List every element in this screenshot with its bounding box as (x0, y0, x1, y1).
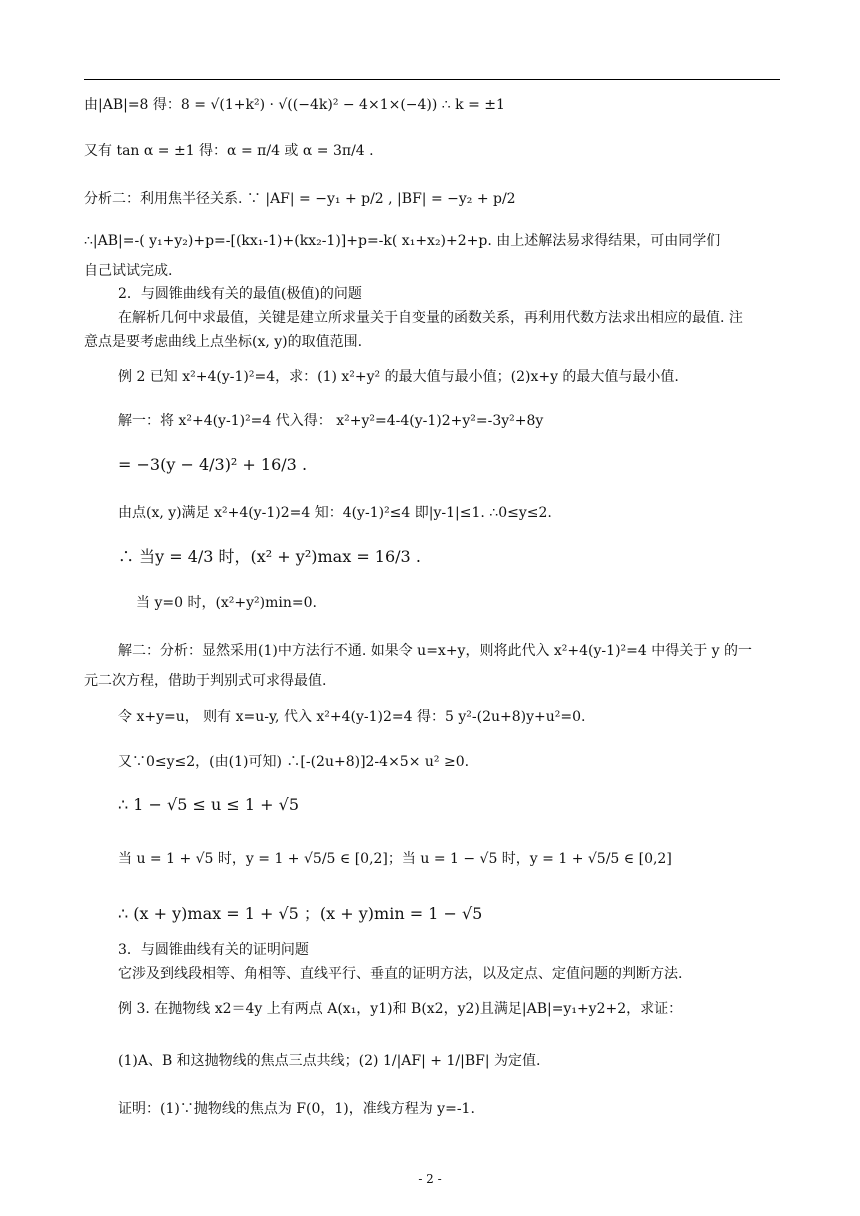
example-2: 例 2 已知 x²+4(y-1)²=4，求：(1) x²+y² 的最大值与最小值；(2)x+y 的最大值与最小值. (118, 369, 679, 385)
text-line-claims: (1)A、B 和这抛物线的焦点三点共线；(2) 1/|AF| + 1/|BF| 为定值. (118, 1053, 541, 1069)
text-line-u-values: 当 u = 1 + √5 时，y = 1 + √5/5 ∈ [0,2]；当 u = 1 − √5 时，y = 1 + √5/5 ∈ [0,2] (118, 851, 672, 867)
text-line-7: 在解析几何中求最值，关键是建立所求量关于自变量的函数关系，再利用代数方法求出相应的最值. 注 (118, 310, 743, 326)
solution-2: 解二：分析：显然采用(1)中方法行不通. 如果令 u=x+y，则将此代入 x²+4(y-1)²=4 中得关于 y 的一 (118, 643, 753, 659)
text-line-5: 自己试试完成. (84, 263, 173, 279)
example-3: 例 3. 在抛物线 x2＝4y 上有两点 A(x₁，y1)和 B(x2，y2)且满足|AB|=y₁+y2+2，求证： (118, 1001, 683, 1017)
text-line-min: 当 y=0 时，(x²+y²)min=0. (136, 595, 317, 611)
proof-start: 证明：(1)∵抛物线的焦点为 F(0，1)，准线方程为 y=-1. (118, 1101, 475, 1117)
equation-max: ∴ 当y = 4/3 时，(x² + y²)max = 16/3 . (118, 547, 421, 566)
solution-1: 解一：将 x²+4(y-1)²=4 代入得： x²+y²=4-4(y-1)2+y²=-3y²+8y (118, 413, 544, 429)
text-line-4: ∴|AB|=-( y₁+y₂)+p=-[(kx₁-1)+(kx₂-1)]+p=-k( x₁+x₂)+2+p. 由上述解法易求得结果，可由同学们 (84, 233, 721, 249)
text-line-1: 由|AB|=8 得：8 = √(1+k²) · √((−4k)² − 4×1×(−4)) ∴ k = ±1 (84, 97, 505, 113)
section-heading-3: 3．与圆锥曲线有关的证明问题 (118, 942, 309, 958)
text-line-8: 意点是要考虑曲线上点坐标(x, y)的取值范围. (84, 334, 363, 350)
text-line-range: 由点(x, y)满足 x²+4(y-1)2=4 知：4(y-1)²≤4 即|y-1|≤1. ∴0≤y≤2. (118, 505, 552, 521)
equation-result: ∴ (x + y)max = 1 + √5 ；(x + y)min = 1 − √5 (118, 904, 483, 923)
section-heading-2: 2．与圆锥曲线有关的最值(极值)的问题 (118, 286, 362, 302)
text-line-3: 分析二：利用焦半径关系. ∵ |AF| = −y₁ + p/2 , |BF| = −y₂ + p/2 (84, 191, 516, 207)
equation-u-range: ∴ 1 − √5 ≤ u ≤ 1 + √5 (118, 795, 299, 814)
header-rule (84, 79, 780, 80)
text-line-2: 又有 tan α = ±1 得：α = π/4 或 α = 3π/4 . (84, 143, 374, 159)
equation-complete-square: = −3(y − 4/3)² + 16/3 . (118, 455, 308, 474)
text-line-substitute: 令 x+y=u， 则有 x=u-y, 代入 x²+4(y-1)2=4 得：5 y²-(2u+8)y+u²=0. (118, 709, 586, 725)
text-line-discriminant: 元二次方程，借助于判别式可求得最值. (84, 673, 327, 689)
text-line-proof-types: 它涉及到线段相等、角相等、直线平行、垂直的证明方法，以及定点、定值问题的判断方法. (118, 966, 683, 982)
text-line-condition: 又∵0≤y≤2，(由(1)可知) ∴[-(2u+8)]2-4×5× u² ≥0. (118, 754, 470, 770)
page-number: - 2 - (418, 1172, 442, 1186)
